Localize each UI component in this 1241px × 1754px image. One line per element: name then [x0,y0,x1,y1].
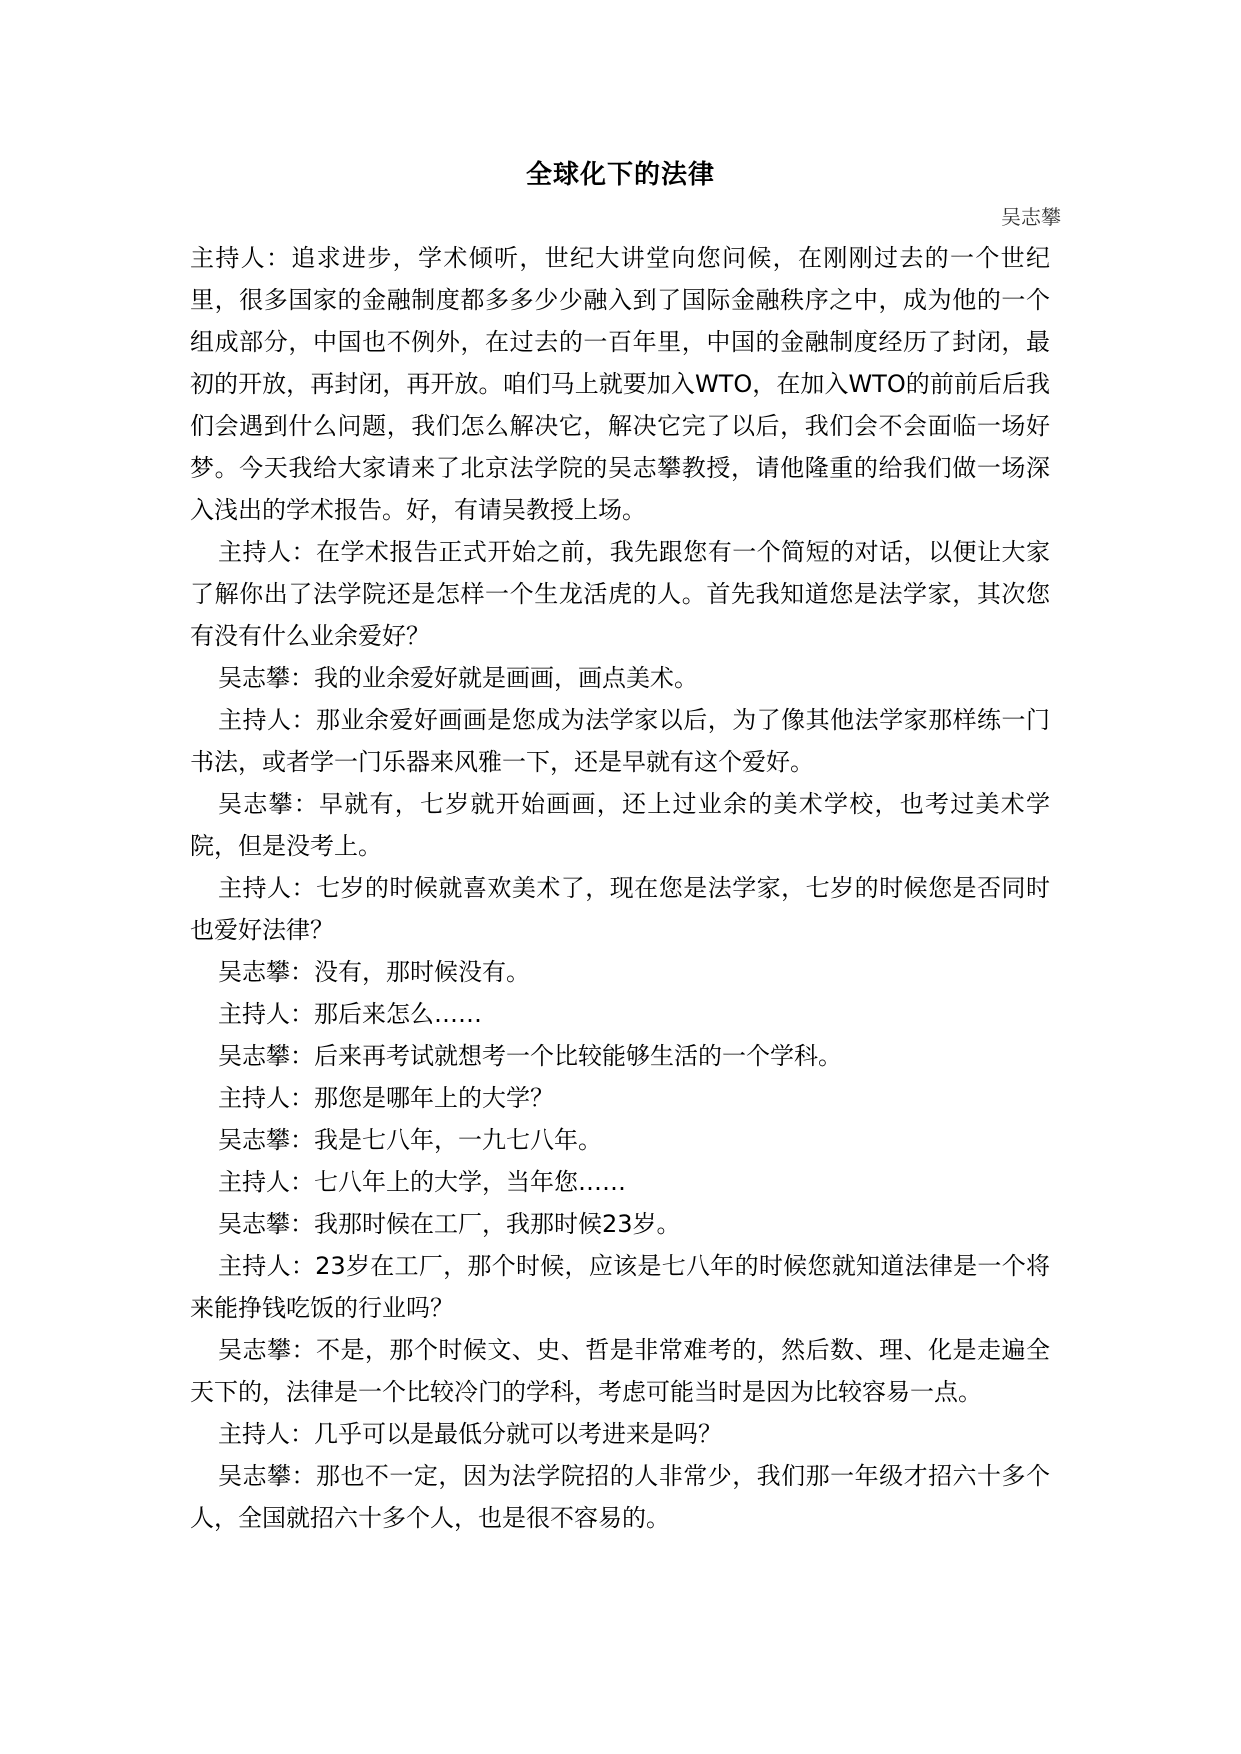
paragraph-text: 我的业余爱好就是画画，画点美术。 [314,664,698,692]
paragraph-text: 我是七八年，一九七八年。 [314,1126,602,1154]
dialogue-paragraph [190,1035,1050,1077]
dialogue-paragraph [190,531,1050,657]
speaker-label: 主持人： [218,874,316,902]
speaker-label: 吴志攀： [218,1462,316,1490]
dialogue-paragraph [190,783,1050,867]
dialogue-paragraph [190,1329,1050,1413]
speaker-label: 主持人： [218,538,316,566]
dialogue-paragraph [190,1203,1050,1245]
paragraph-text: 那也不一定，因为法学院招的人非常少，我们那一年级才招六十多个人，全国就招六十多个人，也是很不容易的。 [190,1462,1051,1532]
dialogue-paragraph [190,237,1050,531]
paragraph-text: 在学术报告正式开始之前，我先跟您有一个简短的对话，以便让大家了解你出了法学院还是怎样一个生龙活虎的人。首先我知道您是法学家，其次您有没有什么业余爱好？ [190,538,1051,650]
speaker-label: 主持人： [218,1252,316,1280]
speaker-label: 吴志攀： [218,790,319,818]
dialogue-paragraph [190,1119,1050,1161]
paragraph-text: 追求进步，学术倾听，世纪大讲堂向您问候，在刚刚过去的一个世纪里，很多国家的金融制度都多多少少融入到了国际金融秩序之中，成为他的一个组成部分，中国也不例外，在过去的一百年里，中国的金融制度经历了封闭，最初的开放，再封闭，再开放。咱们马上就要加入WTO，在加入WTO的前前后后我们会遇到什么问题，我们怎么解决它，解决它完了以后，我们会不会面临一场好梦。今天我给大家请来了北京法学院的吴志攀教授，请他隆重的给我们做一场深入浅出的学术报告。好，有请吴教授上场。 [190,244,1051,524]
dialogue-paragraph [190,1161,1050,1203]
speaker-label: 吴志攀： [218,1210,314,1238]
dialogue-paragraph [190,867,1050,951]
speaker-label: 主持人： [218,1000,314,1028]
paragraph-text: 23岁在工厂，那个时候，应该是七八年的时候您就知道法律是一个将来能挣钱吃饭的行业吗？ [190,1252,1051,1322]
speaker-label: 主持人： [218,1420,314,1448]
dialogue-paragraph [190,1455,1050,1539]
paragraph-text: 不是，那个时候文、史、哲是非常难考的，然后数、理、化是走遍全天下的，法律是一个比较冷门的学科，考虑可能当时是因为比较容易一点。 [190,1336,1051,1406]
paragraph-text: 没有，那时候没有。 [314,958,530,986]
paragraph-text: 那后来怎么…… [314,1000,482,1028]
speaker-label: 主持人： [218,1084,314,1112]
document-title: 全球化下的法律 [525,160,715,190]
speaker-label: 主持人： [218,706,316,734]
dialogue-paragraph [190,699,1050,783]
paragraph-text: 七岁的时候就喜欢美术了，现在您是法学家，七岁的时候您是否同时也爱好法律？ [190,874,1051,944]
speaker-label: 主持人： [190,244,292,272]
dialogue-paragraph [190,1077,1050,1119]
paragraph-text: 那业余爱好画画是您成为法学家以后，为了像其他法学家那样练一门书法，或者学一门乐器来风雅一下，还是早就有这个爱好。 [190,706,1051,776]
document-author: 吴志攀 [1001,205,1061,229]
dialogue-paragraph [190,657,1050,699]
dialogue-paragraph [190,951,1050,993]
speaker-label: 吴志攀： [218,1126,314,1154]
paragraph-text: 几乎可以是最低分就可以考进来是吗？ [314,1420,722,1448]
paragraph-text: 早就有，七岁就开始画画，还上过业余的美术学校，也考过美术学院，但是没考上。 [190,790,1050,860]
speaker-label: 吴志攀： [218,664,314,692]
speaker-label: 主持人： [218,1168,314,1196]
dialogue-paragraph [190,1245,1050,1329]
paragraph-text: 七八年上的大学，当年您…… [314,1168,626,1196]
speaker-label: 吴志攀： [218,1336,316,1364]
document-body [190,237,1050,1539]
speaker-label: 吴志攀： [218,958,314,986]
dialogue-paragraph [190,1413,1050,1455]
paragraph-text: 后来再考试就想考一个比较能够生活的一个学科。 [314,1042,842,1070]
paragraph-text: 那您是哪年上的大学？ [314,1084,554,1112]
speaker-label: 吴志攀： [218,1042,314,1070]
paragraph-text: 我那时候在工厂，我那时候23岁。 [314,1210,681,1238]
dialogue-paragraph [190,993,1050,1035]
